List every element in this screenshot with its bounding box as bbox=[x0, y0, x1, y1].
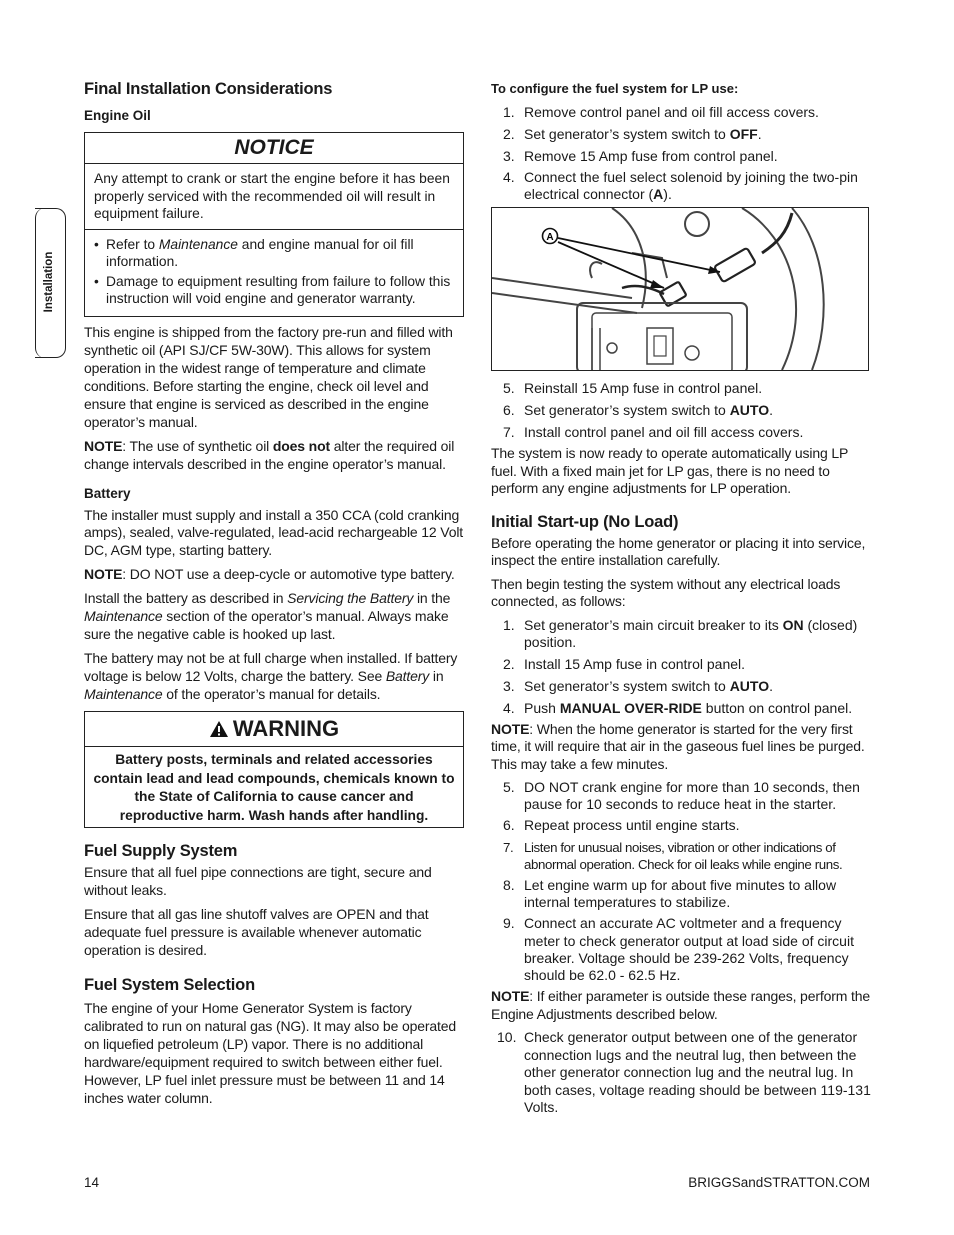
notice-text: Any attempt to crank or start the engine before it has been properly serviced with the recommended oil will result in equipment failure. bbox=[94, 171, 450, 221]
list-item: 2. Set generator’s system switch to OFF. bbox=[503, 126, 762, 142]
list-item: 2. Install 15 Amp fuse in control panel. bbox=[503, 655, 746, 672]
battery-paragraph-1: The installer must supply and install a 350 CCA (cold cranking amps), sealed, valve-regulated, lead-acid rechargeable 12 Volt DC, AGM type, starting battery. bbox=[84, 506, 464, 558]
note-parameters: NOTE: If either parameter is outside these ranges, perform the Engine Adjustments described below. bbox=[491, 988, 870, 1022]
lp-ready-paragraph: The system is now ready to operate automatically using LP fuel. With a fixed main jet for LP gas, there is no need to perform any engine adjustments for LP operation. bbox=[491, 445, 848, 496]
list-item: 4. Connect the fuel select solenoid by joining the two-pin electrical connector (A). bbox=[503, 169, 858, 202]
notice-bullet: • Damage to equipment resulting from failure to follow this instruction will void engine and generator warranty. bbox=[94, 273, 454, 308]
lp-config-title: To configure the fuel system for LP use: bbox=[491, 81, 739, 96]
fuel-supply-paragraph-2: Ensure that all gas line shutoff valves are OPEN and that adequate fuel pressure is available whenever automatic operation is desired. bbox=[84, 906, 429, 958]
section-title-fuel-supply: Fuel Supply System bbox=[84, 842, 238, 860]
list-item: 9. Connect an accurate AC voltmeter and a frequency meter to check generator output at load side of circuit breaker. Voltage should be 239-262 Volts, frequency should be 62.0 - 62.5 Hz. bbox=[503, 915, 854, 984]
figure-callout-a: A bbox=[546, 232, 554, 243]
subsection-title-battery: Battery bbox=[84, 485, 131, 501]
list-item: 4. Push MANUAL OVER-RIDE button on control panel. bbox=[503, 699, 853, 716]
note-synthetic-oil: NOTE: The use of synthetic oil does not alter the required oil change intervals described in the engine operator’s manual. bbox=[84, 437, 455, 472]
connector-illustration bbox=[492, 208, 868, 370]
startup-steps-list bbox=[491, 617, 871, 717]
list-item: 6. Set generator’s system switch to AUTO. bbox=[503, 402, 773, 418]
startup-paragraph-2: Then begin testing the system without any electrical loads connected, as follows: bbox=[491, 575, 841, 609]
lp-steps-list-continued bbox=[491, 379, 871, 441]
section-title-fuel-selection: Fuel System Selection bbox=[84, 976, 255, 994]
side-tab-label: Installation bbox=[43, 251, 55, 313]
note-battery-type: NOTE: DO NOT use a deep-cycle or automotive type battery. bbox=[84, 566, 455, 582]
notice-heading: NOTICE bbox=[85, 133, 463, 164]
left-column bbox=[84, 78, 464, 1113]
list-item: 8. Let engine warm up for about five minutes to allow internal temperatures to stabilize. bbox=[503, 877, 837, 911]
warning-text: Battery posts, terminals and related accessories contain lead and lead compounds, chemicals known to the State of California to cause cancer and reproductive harm. Wash hands after handling. bbox=[93, 752, 455, 823]
fuel-selection-paragraph: The engine of your Home Generator System is factory calibrated to run on natural gas (NG). It may also be operated on liquefied petroleum (LP) vapor. There is no additional hardware/equipment required to switch between either fuel. However, LP fuel inlet pressure must be between 11 and 14 inches water column. bbox=[84, 1000, 457, 1106]
notice-bullets bbox=[85, 229, 463, 316]
list-item: 5. Reinstall 15 Amp fuse in control panel. bbox=[503, 380, 763, 396]
list-item: 3. Remove 15 Amp fuse from control panel. bbox=[503, 148, 778, 164]
warning-box bbox=[84, 711, 464, 828]
notice-bullet: • Refer to Maintenance and engine manual for oil fill information. bbox=[94, 236, 454, 271]
warning-heading: WARNING bbox=[85, 712, 463, 747]
startup-steps-list-final bbox=[491, 1029, 871, 1117]
website-url: BRIGGSandSTRATTON.COM bbox=[688, 1175, 870, 1190]
startup-steps-list-continued bbox=[491, 779, 871, 984]
list-item: 7. Listen for unusual noises, vibration or other indications of abnormal operation. Check for oil leaks while engine runs. bbox=[503, 839, 843, 872]
lp-steps-list bbox=[491, 103, 871, 203]
engine-oil-paragraph: This engine is shipped from the factory pre-run and filled with synthetic oil (API SJ/CF 5W-30W). This allows for system operation in the widest range of temperature and climate conditions. Before starting the engine, check oil level and ensure that engine is serviced as described in the engine operator’s manual. bbox=[84, 323, 453, 430]
list-item: 1. Remove control panel and oil fill access covers. bbox=[503, 104, 819, 120]
page-number: 14 bbox=[84, 1175, 100, 1190]
notice-box bbox=[84, 132, 464, 317]
battery-paragraph-2: Install the battery as described in Servicing the Battery in the Maintenance section of the operator’s manual. Always make sure the negative cable is hooked up last. bbox=[84, 590, 451, 642]
list-item: 6. Repeat process until engine starts. bbox=[503, 817, 740, 834]
right-column bbox=[491, 78, 871, 1121]
list-item: 1. Set generator’s main circuit breaker to its ON (closed) position. bbox=[503, 616, 858, 650]
connector-figure bbox=[491, 207, 869, 371]
list-item: 10. Check generator output between one of the generator connection lugs and the neutral lug, then between the other generator connection lug and the neutral lug. In both cases, voltage reading should be between 119-131 Volts. bbox=[497, 1029, 871, 1116]
list-item: 3. Set generator’s system switch to AUTO. bbox=[503, 677, 773, 694]
battery-paragraph-3: The battery may not be at full charge when installed. If battery voltage is below 12 Volts, charge the battery. See Battery in Maintenance of the operator’s manual for details. bbox=[84, 650, 458, 702]
list-item: 5. DO NOT crank engine for more than 10 seconds, then pause for 10 seconds to reduce heat in the starter. bbox=[503, 779, 860, 813]
startup-paragraph-1: Before operating the home generator or placing it into service, inspect the entire installation carefully. bbox=[491, 534, 866, 568]
section-title: Final Installation Considerations bbox=[84, 80, 333, 98]
fuel-supply-paragraph-1: Ensure that all fuel pipe connections are tight, secure and without leaks. bbox=[84, 864, 432, 898]
list-item: 7. Install control panel and oil fill access covers. bbox=[503, 424, 804, 440]
subsection-title-engine-oil: Engine Oil bbox=[84, 108, 151, 123]
section-title-startup: Initial Start-up (No Load) bbox=[491, 512, 679, 531]
warning-triangle-icon bbox=[209, 720, 229, 738]
note-purge: NOTE: When the home generator is started for the very first time, it will require that air in the gaseous fuel lines be purged. This may take a few minutes. bbox=[491, 720, 865, 772]
